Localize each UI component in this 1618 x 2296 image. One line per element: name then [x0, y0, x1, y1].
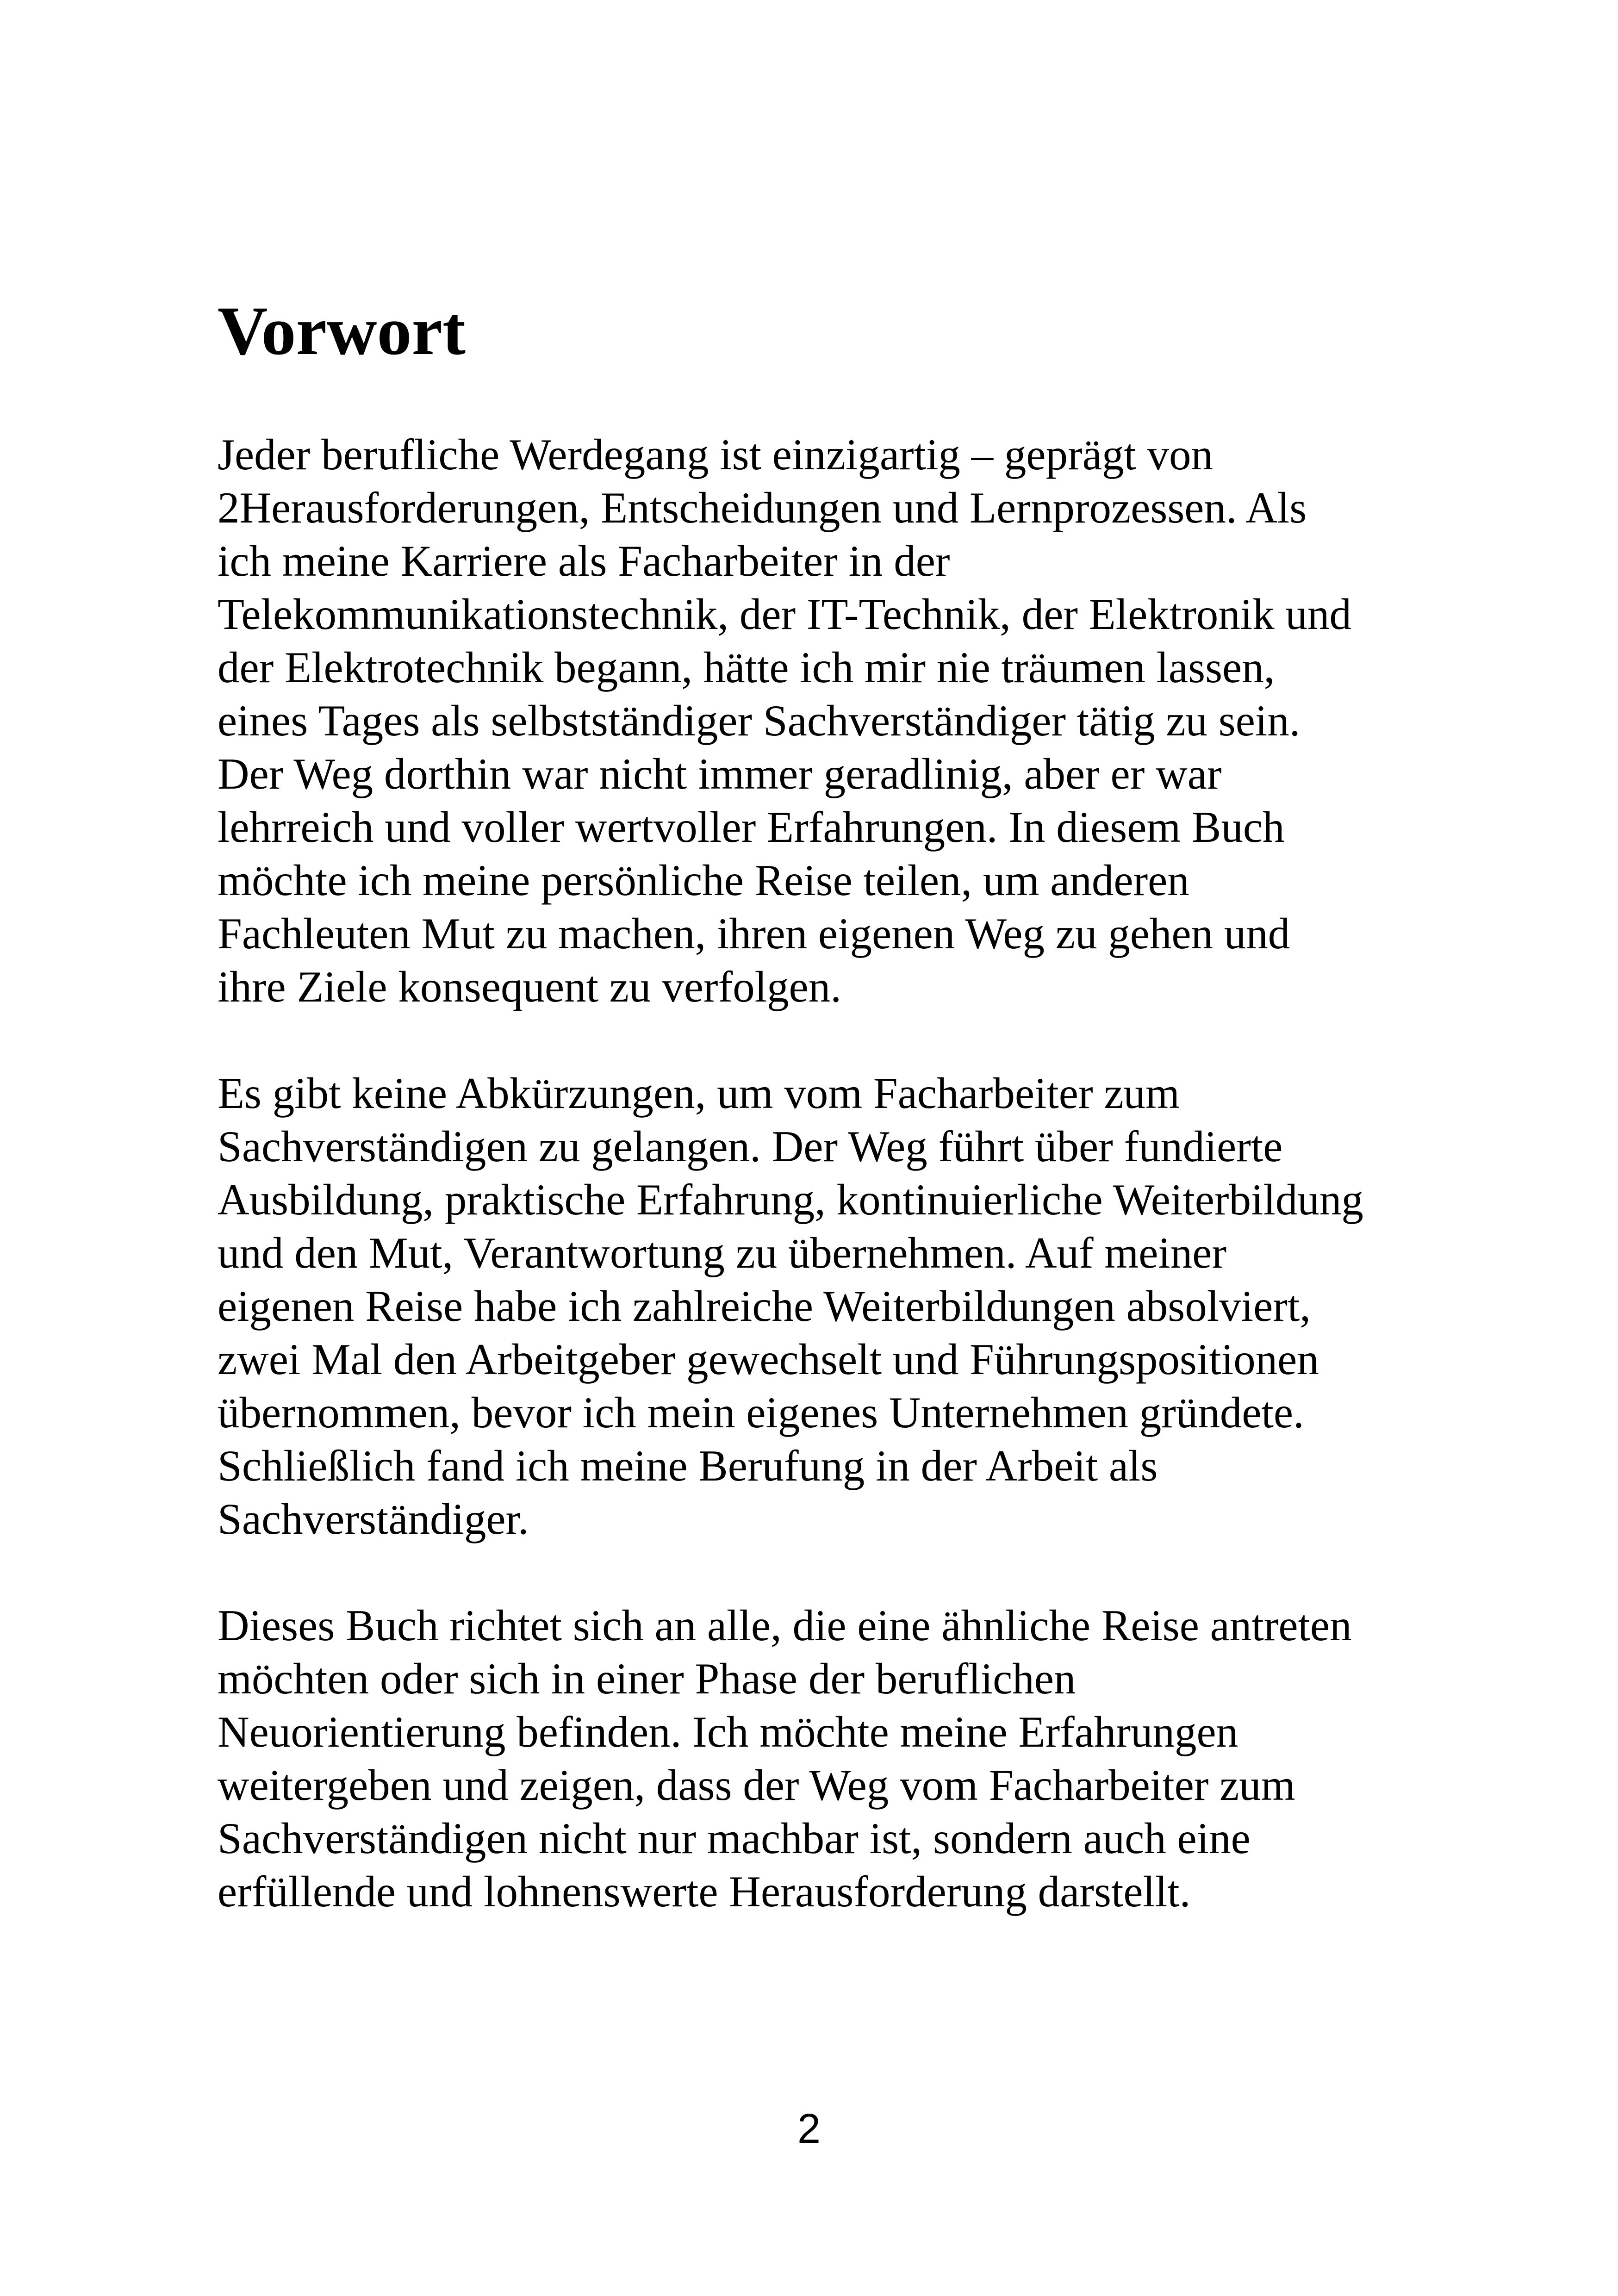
text-line: lehrreich und voller wertvoller Erfahrungen. In diesem Buch: [218, 803, 1285, 852]
text-line: möchte ich meine persönliche Reise teilen, um anderen: [218, 856, 1189, 905]
text-line: erfüllende und lohnenswerte Herausforderung darstellt.: [218, 1867, 1191, 1916]
page-title: Vorwort: [218, 292, 466, 369]
page-number: 2: [797, 2106, 821, 2152]
text-line: Sachverständigen nicht nur machbar ist, sondern auch eine: [218, 1814, 1251, 1863]
text-line: der Elektrotechnik begann, hätte ich mir nie träumen lassen,: [218, 643, 1275, 692]
text-line: möchten oder sich in einer Phase der beruflichen: [218, 1654, 1076, 1703]
text-line: Der Weg dorthin war nicht immer geradlinig, aber er war: [218, 749, 1222, 798]
text-line: eigenen Reise habe ich zahlreiche Weiterbildungen absolviert,: [218, 1282, 1311, 1331]
text-line: Dieses Buch richtet sich an alle, die eine ähnliche Reise antreten: [218, 1601, 1352, 1650]
paragraph-2: [218, 1067, 1363, 1546]
text-line: Telekommunikationstechnik, der IT-Technik, der Elektronik und: [218, 590, 1351, 639]
text-line: Sachverständigen zu gelangen. Der Weg führt über fundierte: [218, 1122, 1283, 1171]
text-line: Es gibt keine Abkürzungen, um vom Facharbeiter zum: [218, 1069, 1180, 1118]
text-line: Jeder berufliche Werdegang ist einzigartig – geprägt von: [218, 430, 1214, 479]
text-line: Ausbildung, praktische Erfahrung, kontinuierliche Weiterbildung: [218, 1175, 1363, 1224]
paragraph-3: [218, 1599, 1352, 1918]
text-line: übernommen, bevor ich mein eigenes Unternehmen gründete.: [218, 1388, 1304, 1437]
text-line: Sachverständiger.: [218, 1494, 529, 1543]
text-line: zwei Mal den Arbeitgeber gewechselt und Führungspositionen: [218, 1335, 1319, 1384]
text-line: weitergeben und zeigen, dass der Weg vom Facharbeiter zum: [218, 1761, 1295, 1810]
text-line: Schließlich fand ich meine Berufung in der Arbeit als: [218, 1441, 1158, 1490]
text-line: Neuorientierung befinden. Ich möchte meine Erfahrungen: [218, 1707, 1238, 1756]
text-line: ihre Ziele konsequent zu verfolgen.: [218, 962, 841, 1011]
text-line: 2Herausforderungen, Entscheidungen und Lernprozessen. Als: [218, 483, 1307, 532]
text-line: Fachleuten Mut zu machen, ihren eigenen Weg zu gehen und: [218, 909, 1290, 958]
text-line: ich meine Karriere als Facharbeiter in der: [218, 536, 950, 585]
paragraph-1: [218, 428, 1351, 1014]
text-line: und den Mut, Verantwortung zu übernehmen. Auf meiner: [218, 1228, 1227, 1277]
text-line: eines Tages als selbstständiger Sachverständiger tätig zu sein.: [218, 696, 1301, 745]
